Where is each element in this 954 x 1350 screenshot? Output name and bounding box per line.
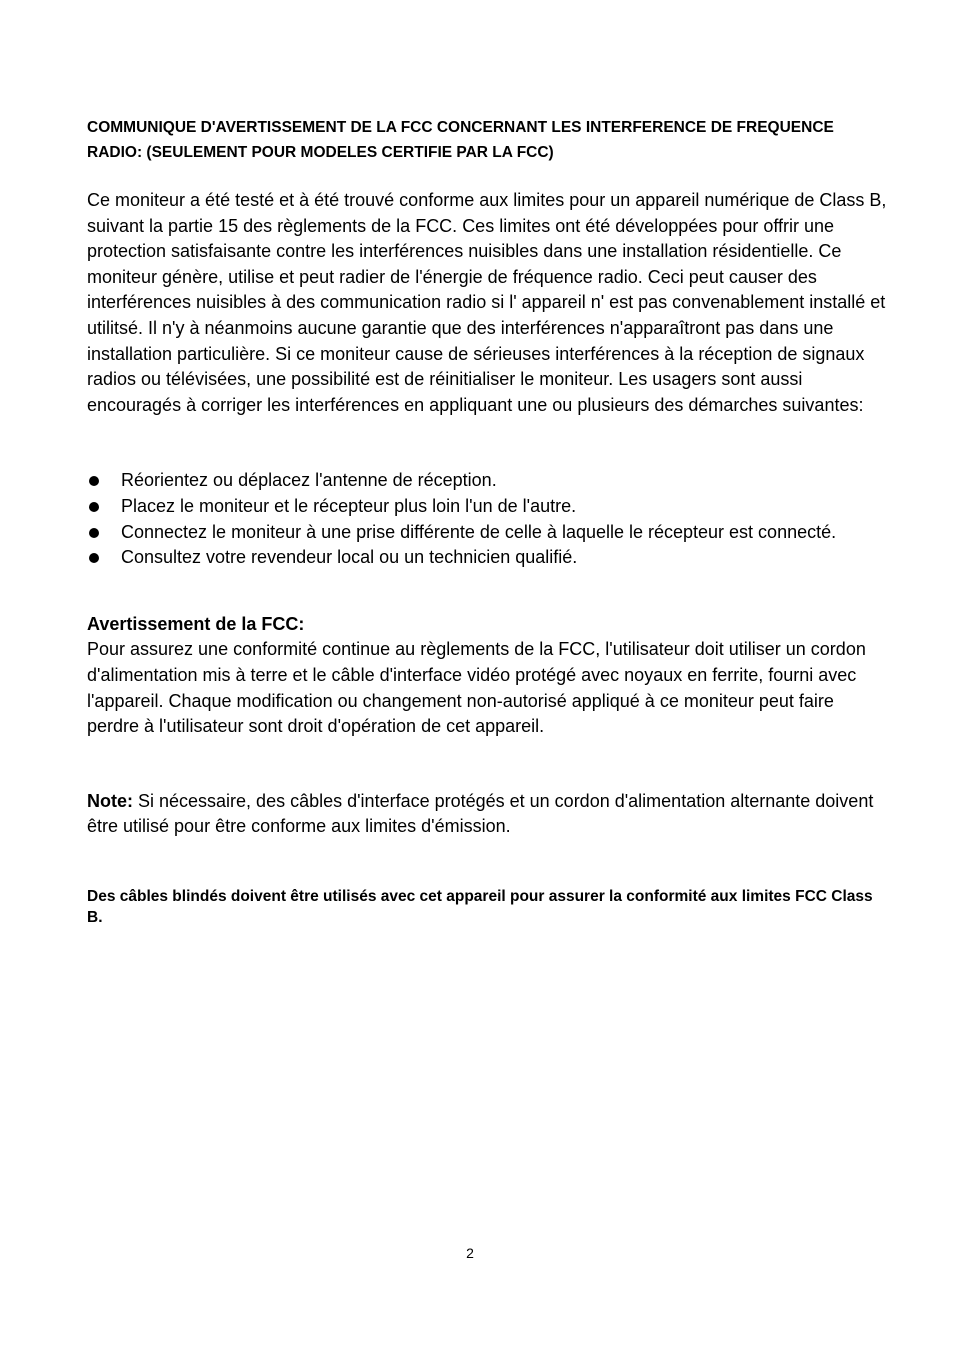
- fcc-warning-body: Pour assurez une conformité continue au règlements de la FCC, l'utilisateur doit utiliser un cordon d'alimentation mis à terre et le câble d'interface vidéo protégé avec noyaux en ferrite, fourni avec l'appareil. Chaque modification ou changement non-autorisé appliqué à ce moniteur peut faire perdre à l'utilisateur sont droit d'opération de cet appareil.: [87, 639, 866, 737]
- bullet-icon: [89, 553, 99, 563]
- list-item: Connectez le moniteur à une prise différente de celle à laquelle le récepteur est connecté.: [87, 520, 887, 546]
- fcc-warning-title: Avertissement de la FCC:: [87, 613, 305, 634]
- note-paragraph: [87, 789, 887, 840]
- intro-paragraph: Ce moniteur a été testé et à été trouvé conforme aux limites pour un appareil numérique de Class B, suivant la partie 15 des règlements de la FCC. Ces limites ont été développées pour offrir une protection satisfaisante contre les interférences nuisibles dans une installation résidentielle. Ce moniteur génère, utilise et peut radier de l'énergie de fréquence radio. Ceci peut causer des interférences nuisibles à des communication radio si l' appareil n' est pas convenablement installé et utilitsé. Il n'y à néanmoins aucune garantie que des interférences n'apparaîtront pas dans une installation particulière. Si ce moniteur cause de sérieuses interférences à la réception de signaux radios ou télévisées, une possibilité est de réinitialiser le moniteur. Les usagers sont aussi encouragés à corriger les interférences en appliquant une ou plusieurs des démarches suivantes:: [87, 190, 887, 415]
- list-item: Placez le moniteur et le récepteur plus loin l'un de l'autre.: [87, 494, 887, 520]
- page-number: 2: [466, 1245, 474, 1261]
- shielded-cables-notice: Des câbles blindés doivent être utilisés avec cet appareil pour assurer la conformité aux limites FCC Class B.: [87, 887, 873, 926]
- fcc-heading: COMMUNIQUE D'AVERTISSEMENT DE LA FCC CONCERNANT LES INTERFERENCE DE FREQUENCE RADIO: (SEULEMENT POUR MODELES CERTIFIE PAR LA FCC): [87, 119, 834, 161]
- recommendation-list: [87, 468, 887, 570]
- bullet-icon: [89, 502, 99, 512]
- note-label: Note:: [87, 790, 133, 811]
- fcc-warning-section: [87, 612, 887, 740]
- document-body: [87, 115, 887, 943]
- note-body: Si nécessaire, des câbles d'interface protégés et un cordon d'alimentation alternante doivent être utilisé pour être conforme aux limites d'émission.: [87, 790, 874, 837]
- bullet-icon: [89, 528, 99, 538]
- list-item: Réorientez ou déplacez l'antenne de réception.: [87, 468, 887, 494]
- bullet-icon: [89, 476, 99, 486]
- list-item: Consultez votre revendeur local ou un technicien qualifié.: [87, 545, 887, 571]
